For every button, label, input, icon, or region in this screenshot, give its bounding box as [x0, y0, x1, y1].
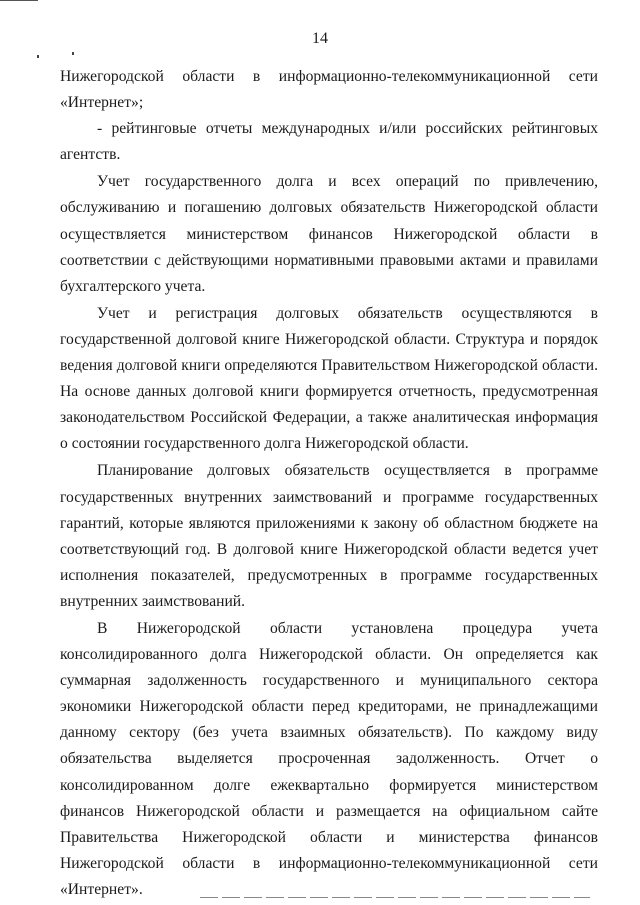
paragraph-debt-registration: Учет и регистрация долговых обязательств осуществляются в государственной долговой книге Нижегородской области. Структура и порядок ведения долговой книги определяются Правительством Нижегородской области. На основе данных долговой книги формируется отчетность, предусмотренная законодательством Российской Федерации, а также аналитическая информация о состоянии государственного долга Нижегородской области. [60, 304, 598, 453]
scan-speck [37, 55, 39, 58]
scan-bottom-edge [200, 897, 590, 898]
paragraph-debt-accounting: Учет государственного долга и всех операций по привлечению, обслуживанию и погашению долговых обязательств Нижегородской области осуществляется министерством финансов Нижегородской области в соответствии с действующими нормативными правовыми актами и правилами бухгалтерского учета. [60, 173, 598, 295]
scan-edge-mark [0, 0, 38, 1]
paragraph-debt-planning: Планирование долговых обязательств осуществляется в программе государственных внутренних заимствований и программе государственных гарантий, которые являются приложениями к закону об областном бюджете на соответствующий год. В долговой книге Нижегородской области ведется учет исполнения показателей, предусмотренных в программе государственных внутренних заимствований. [60, 462, 598, 610]
document-body [60, 64, 598, 903]
paragraph-continuation: Нижегородской области в информационно-телекоммуникационной сети «Интернет»; [60, 68, 598, 112]
page-number: 14 [312, 30, 328, 47]
paragraph-list-item: - рейтинговые отчеты международных и/или российских рейтинговых агентств. [60, 120, 598, 164]
scan-speck [72, 52, 74, 55]
paragraph-consolidated-debt: В Нижегородской области установлена процедура учета консолидированного долга Нижегородской области. Он определяется как суммарная задолженность государственного и муниципального сектора экономики Нижегородской области перед кредиторами, не принадлежащими данному сектору (без учета взаимных обязательств). По каждому виду обязательства выделяется просроченная задолженность. Отчет о консолидированном долге ежеквартально формируется министерством финансов Нижегородской области и размещается на официальном сайте Правительства Нижегородской области и министерства финансов Нижегородской области в информационно-телекоммуникационной сети «Интернет». [60, 619, 598, 898]
